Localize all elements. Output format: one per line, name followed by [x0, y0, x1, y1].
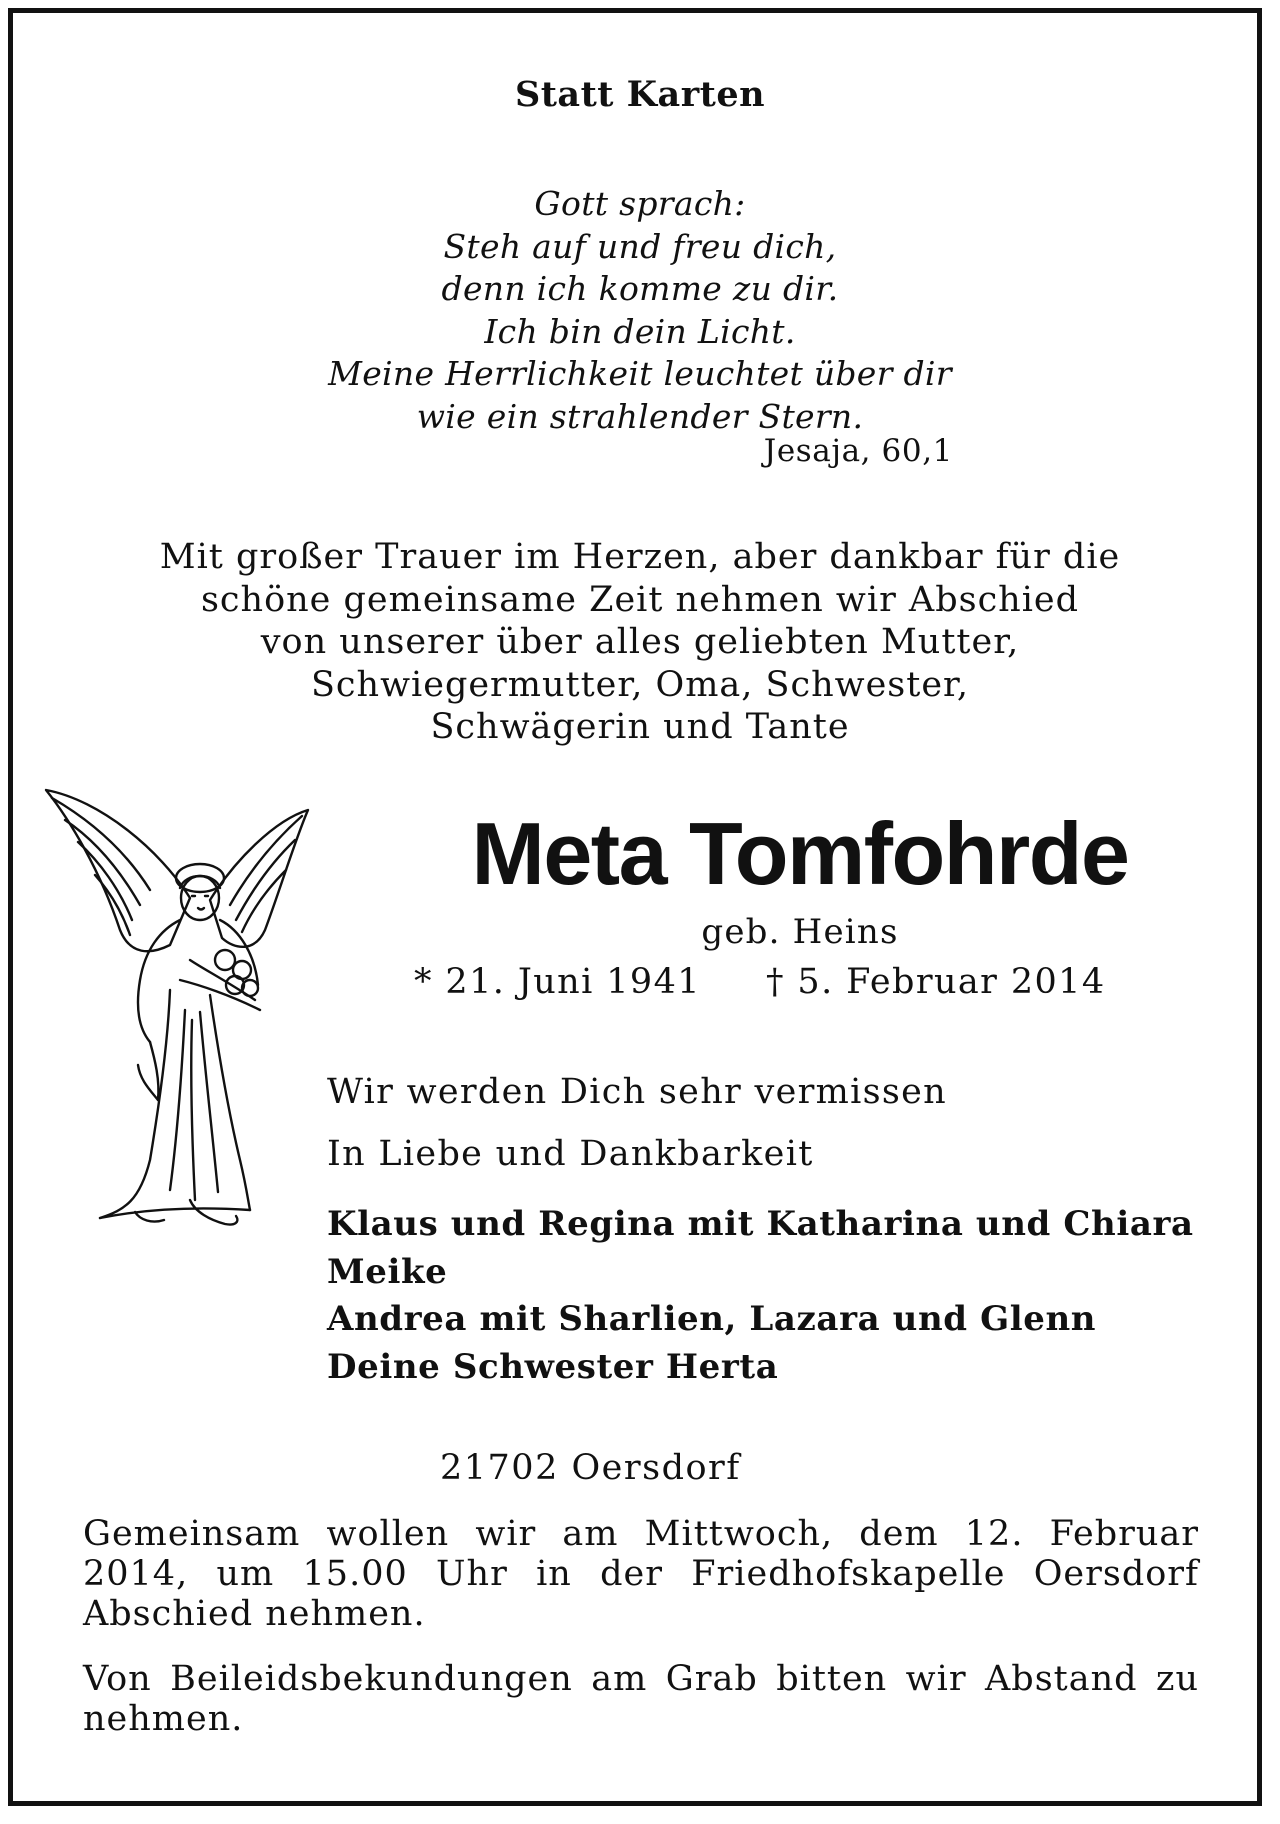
mourner-line: Andrea mit Sharlien, Lazara und Glenn	[327, 1299, 1097, 1339]
verse-line: Steh auf und freu dich,	[443, 226, 837, 266]
verse-line: Meine Herrlichkeit leuchtet über dir	[328, 354, 952, 393]
mourner-line: Deine Schwester Herta	[327, 1346, 779, 1387]
verse-line: Ich bin dein Licht.	[484, 311, 796, 351]
death-date: † 5. Februar 2014	[766, 962, 1106, 1002]
mourner-line: Klaus und Regina mit Katharina und Chiara	[327, 1204, 1194, 1244]
mourners-list	[327, 1201, 1194, 1391]
location: 21702 Oersdorf	[440, 1448, 741, 1488]
mourner-line: Meike	[327, 1251, 448, 1292]
closing-line: In Liebe und Dankbarkeit	[327, 1134, 814, 1174]
bible-verse	[0, 183, 1280, 438]
intro-text	[0, 536, 1280, 749]
funeral-notice: Gemeinsam wollen wir am Mittwoch, dem 12. Februar 2014, um 15.00 Uhr in der Friedhofskapelle Oersdorf Abschied nehmen.	[83, 1514, 1199, 1634]
intro-line: von unserer über alles geliebten Mutter,	[260, 622, 1020, 662]
intro-line: Mit großer Trauer im Herzen, aber dankbar für die	[159, 537, 1121, 577]
notice-header: Statt Karten	[514, 74, 766, 115]
birth-date: * 21. Juni 1941	[414, 962, 701, 1002]
condolence-notice: Von Beileidsbekundungen am Grab bitten wir Abstand zu nehmen.	[83, 1659, 1199, 1739]
verse-line: Gott sprach:	[534, 184, 746, 223]
intro-line: schöne gemeinsame Zeit nehmen wir Abschied	[200, 579, 1080, 620]
angel-icon	[40, 780, 312, 1234]
maiden-name: geb. Heins	[701, 912, 899, 952]
intro-line: Schwägerin und Tante	[430, 707, 850, 747]
verse-reference: Jesaja, 60,1	[763, 433, 953, 469]
intro-line: Schwiegermutter, Oma, Schwester,	[310, 664, 970, 705]
farewell-line: Wir werden Dich sehr vermissen	[327, 1072, 947, 1112]
deceased-name: Meta Tomfohrde	[471, 804, 1129, 903]
verse-line: wie ein strahlender Stern.	[416, 396, 864, 436]
verse-line: denn ich komme zu dir.	[441, 269, 839, 308]
